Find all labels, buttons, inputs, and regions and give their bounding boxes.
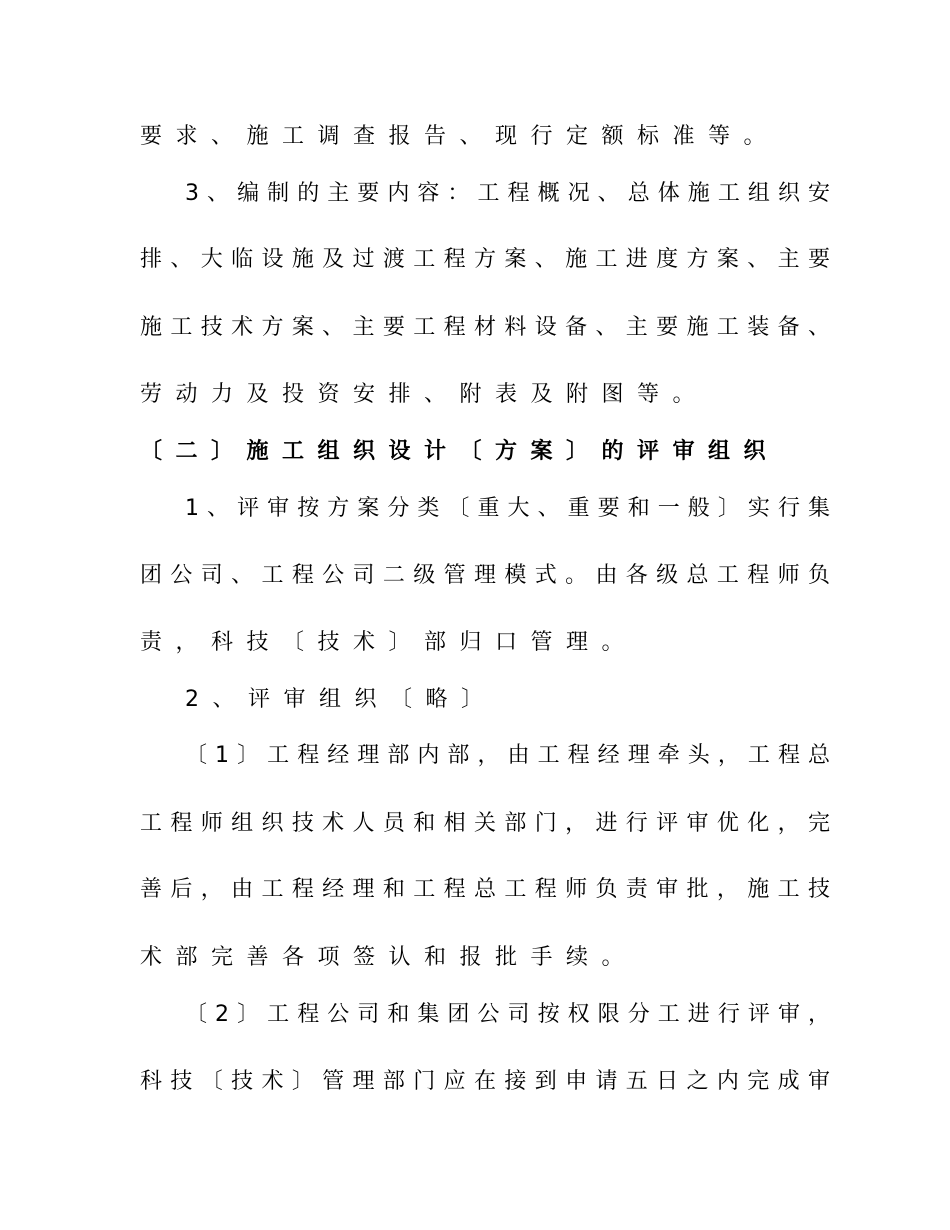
section-heading: 〔二〕施工组织设计〔方案〕的评审组织 [140, 439, 780, 464]
paragraph-line: 劳动力及投资安排、附表及附图等。 [140, 382, 709, 407]
paragraph-line: 善后，由工程经理和工程总工程师负责审批，施工技 [140, 877, 830, 902]
paragraph-line: 2、评审组织〔略〕 [185, 687, 497, 712]
paragraph-line: 要求、施工调查报告、现行定额标准等。 [140, 124, 780, 149]
paragraph-line: 术部完善各项签认和报批手续。 [140, 945, 638, 970]
paragraph-line: 排、大临设施及过渡工程方案、施工进度方案、主要 [140, 247, 830, 272]
paragraph-line: 团公司、工程公司二级管理模式。由各级总工程师负 [140, 563, 830, 588]
paragraph-line: 3、编制的主要内容：工程概况、总体施工组织安 [185, 181, 830, 206]
paragraph-line: 〔2〕工程公司和集团公司按权限分工进行评审， [185, 1002, 830, 1027]
paragraph-line: 施工技术方案、主要工程材料设备、主要施工装备、 [140, 315, 830, 340]
paragraph-line: 科技〔技术〕管理部门应在接到申请五日之内完成审 [140, 1069, 830, 1094]
paragraph-line: 1、评审按方案分类〔重大、重要和一般〕实行集 [185, 496, 830, 521]
paragraph-line: 责，科技〔技术〕部归口管理。 [140, 630, 638, 655]
paragraph-line: 工程师组织技术人员和相关部门，进行评审优化，完 [140, 811, 830, 836]
paragraph-line: 〔1〕工程经理部内部，由工程经理牵头，工程总 [185, 743, 830, 768]
